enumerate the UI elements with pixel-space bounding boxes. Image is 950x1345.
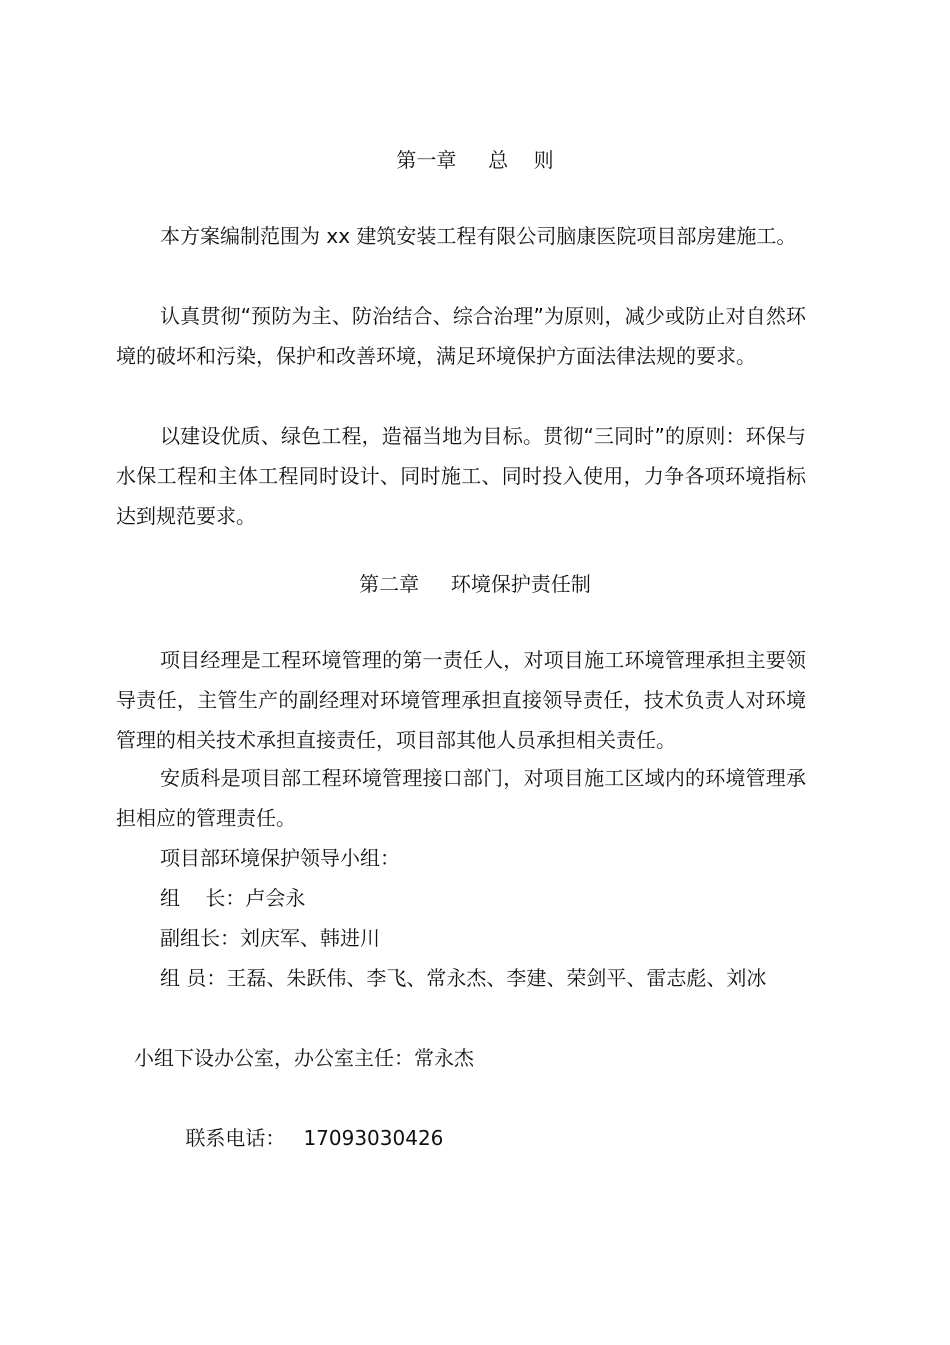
contact-phone: 17093030426 bbox=[303, 1126, 444, 1150]
chapter2-paragraph-department: 安质科是项目部工程环境管理接口部门，对项目施工区域内的环境管理承担相应的管理责任。 bbox=[116, 766, 806, 830]
group-leader: 组 长：卢会永 bbox=[160, 886, 306, 910]
group-title: 项目部环境保护领导小组： bbox=[160, 846, 400, 870]
chapter1-title: 第一章 总 则 bbox=[396, 148, 554, 172]
group-members: 组 员：王磊、朱跃伟、李飞、常永杰、李建、荣剑平、雷志彪、刘冰 bbox=[160, 966, 767, 990]
chapter2-paragraph-responsibility: 项目经理是工程环境管理的第一责任人，对项目施工环境管理承担主要领导责任，主管生产的副经理对环境管理承担直接领导责任，技术负责人对环境管理的相关技术承担直接责任，项目部其他人员承担相关责任。 bbox=[116, 648, 806, 752]
group-deputy: 副组长：刘庆军、韩进川 bbox=[160, 926, 380, 950]
contact-label: 联系电话： bbox=[185, 1126, 286, 1150]
group-office: 小组下设办公室，办公室主任：常永杰 bbox=[134, 1046, 474, 1070]
chapter1-paragraph-goal: 以建设优质、绿色工程，造福当地为目标。贯彻“三同时”的原则：环保与水保工程和主体工程同时设计、同时施工、同时投入使用，力争各项环境指标达到规范要求。 bbox=[116, 424, 806, 528]
chapter1-paragraph-principle: 认真贯彻“预防为主、防治结合、综合治理”为原则，减少或防止对自然环境的破坏和污染，保护和改善环境，满足环境保护方面法律法规的要求。 bbox=[116, 304, 806, 368]
chapter1-paragraph-scope: 本方案编制范围为 xx 建筑安装工程有限公司脑康医院项目部房建施工。 bbox=[160, 224, 797, 248]
chapter2-title: 第二章 环境保护责任制 bbox=[359, 572, 591, 596]
contact-line bbox=[160, 1078, 443, 1198]
